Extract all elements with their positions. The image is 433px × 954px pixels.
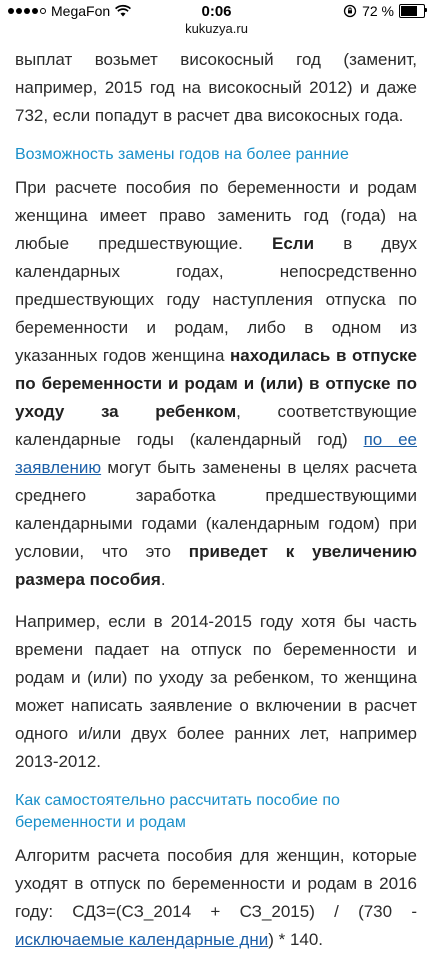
text-span: , соответствующие календарные годы (календарный год) [15,402,417,449]
link-excluded-days[interactable]: исключаемые календарные дни [15,930,269,949]
status-time: 0:06 [201,2,232,20]
section-heading-calculation: Как самостоятельно рассчитать пособие по беременности и родам [15,792,340,831]
signal-dots-icon [8,8,46,14]
section-heading-replacement: Возможность замены годов на более ранние [15,146,349,163]
text-span: могут быть заменены в целях расчета среднего заработка предшествующими календарными годами (календарным годом) при условии, что это [15,458,417,561]
bold-increase-benefit: приведет к увеличению размера пособия [15,542,417,589]
text-span: . [160,570,166,589]
rotation-lock-icon [343,4,357,18]
status-bar-right [343,3,425,19]
text-span: в двух календарных годах, непосредственно предшествующих году наступления отпуска по беременности и родам, либо в одном из указанных годов женщина [15,234,417,365]
text-span: Алгоритм расчета пособия для женщин, которые уходят в отпуск по беременности и родам в 2016 году: СДЗ=(СЗ_2014 + СЗ_2015) / (730 - [15,846,417,921]
carrier-name: MegaFon [51,3,111,19]
browser-url[interactable]: kukuzya.ru [185,21,248,36]
battery-icon [399,4,425,18]
text-span: ) * 140. [268,930,324,949]
battery-percent: 72 % [362,3,394,19]
link-by-her-application[interactable]: по ее заявлению [15,430,418,477]
text-span: При расчете пособия по беременности и родам женщина имеет право заменить год (года) на любые предшествующие. [15,178,417,253]
status-bar-left [8,3,131,19]
wifi-icon [115,5,131,17]
article-body [0,46,433,954]
bold-leave-condition: находилась в отпуске по беременности и родам и (или) в отпуске по уходу за ребенком [15,346,418,421]
bold-if: Если [272,234,315,253]
paragraph-replacement [15,174,417,594]
paragraph-example: Например, если в 2014-2015 году хотя бы часть времени падает на отпуск по беременности и родам и (или) по уходу за ребенком, то женщина может написать заявление о включении в расчет одного и/или двух более ранних лет, например 2013-2012. [15,612,417,771]
battery-level-fill [401,6,417,16]
paragraph-algorithm [15,842,417,954]
paragraph-intro: выплат возьмет високосный год (заменит, например, 2015 год на високосный 2012) и даже 732, если попадут в расчет два високосных года. [15,50,417,125]
status-bar [0,0,433,22]
